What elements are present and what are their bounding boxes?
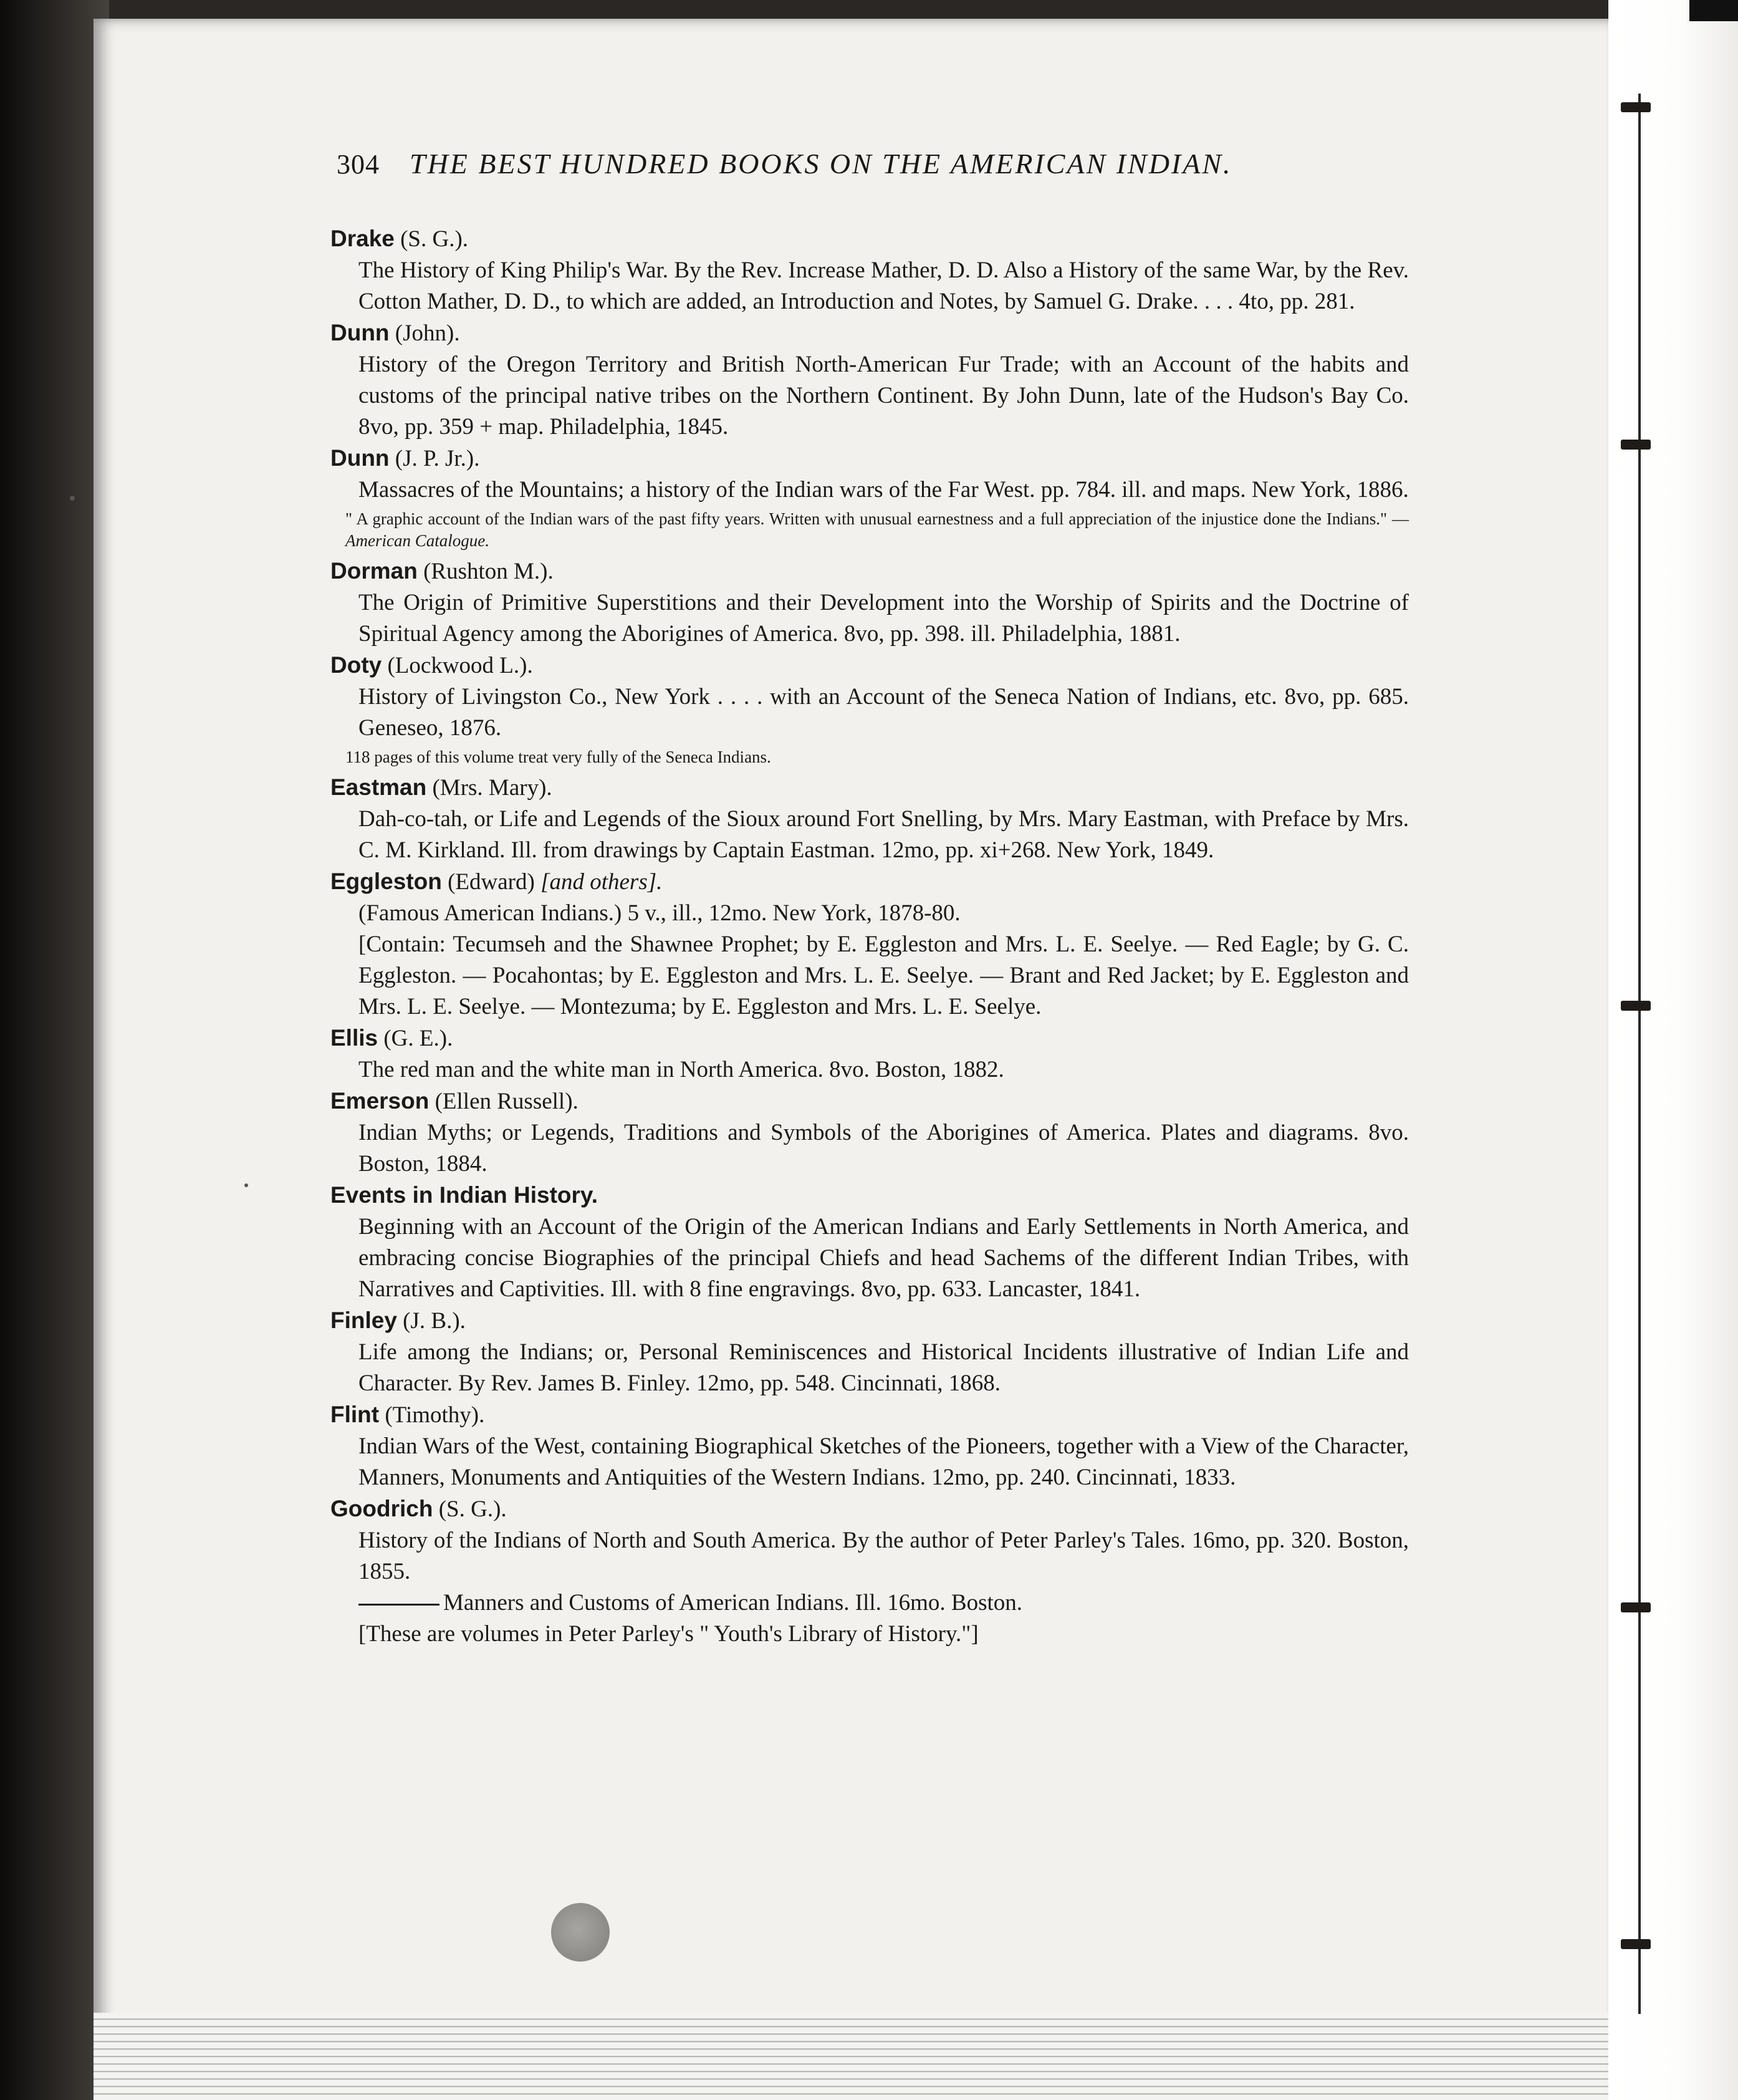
entry-series-note: [These are volumes in Peter Parley's " Youth's Library of History."] [358,1621,979,1647]
bibliography-entry [330,223,1409,317]
note-text: " A graphic account of the Indian wars of the past fifty years. Written with unusual earnestness and a full appreciation of the injustice done the Indians." — [345,509,1409,528]
entry-description: The Origin of Primitive Superstitions and their Development into the Worship of Spirits and the Doctrine of Spiritual Agency among the Aborigines of America. 8vo, pp. 398. ill. Philadelphia, 1881. [358,590,1409,647]
bibliography-entry [330,1086,1409,1180]
running-header [337,147,1509,187]
bibliography-entry [330,1023,1409,1086]
entry-note [330,508,1409,552]
entry-author: Ellis [330,1025,378,1051]
entry-qualifier: (Mrs. Mary). [432,775,552,801]
dust-speck [244,1183,248,1187]
entry-qualifier: (Edward) [448,869,535,895]
entry-author: Goodrich [330,1496,433,1521]
ditto-rule [358,1604,439,1606]
dust-speck [70,496,75,501]
entry-author: Flint [330,1402,380,1427]
entry-author: Eggleston [330,869,442,894]
entry-description: (Famous American Indians.) 5 v., ill., 12mo. New York, 1878-80. [358,900,961,926]
entry-author: Emerson [330,1088,430,1114]
bibliography-entry [330,650,1409,768]
bibliography-entry [330,556,1409,650]
entry-description: The red man and the white man in North America. 8vo. Boston, 1882. [358,1057,1004,1082]
entry-author: Dunn [330,445,390,471]
second-title-text: Manners and Customs of American Indians. Ill. 16mo. Boston. [443,1590,1023,1616]
left-binding-shadow [0,0,109,2100]
binding-thread-mark [1621,102,1651,112]
running-title: THE BEST HUNDRED BOOKS ON THE AMERICAN INDIAN. [410,148,1232,180]
entry-description: Massacres of the Mountains; a history of the Indian wars of the Far West. pp. 784. ill. and maps. New York, 1886. [358,477,1409,503]
entry-qualifier: (S. G.). [438,1496,507,1522]
bibliography-entry [330,1180,1409,1305]
bibliography-entry [330,317,1409,443]
entry-qualifier-italic: [and others]. [540,869,663,895]
entry-author: Dorman [330,558,418,584]
entry-author: Finley [330,1308,397,1333]
entry-qualifier: (J. P. Jr.). [395,446,480,471]
entry-second-title [330,1587,1409,1619]
entry-author: Eastman [330,774,427,800]
page-stack-edge [94,2013,1627,2100]
entry-description: History of the Indians of North and South America. By the author of Peter Parley's Tales. 16mo, pp. 320. Boston, 1855. [358,1528,1409,1584]
bibliography-list [330,223,1409,1650]
entry-qualifier: (Timothy). [385,1402,485,1428]
entry-qualifier: (Ellen Russell). [434,1089,579,1114]
page-number: 304 [337,149,380,180]
entry-description: The History of King Philip's War. By the Rev. Increase Mather, D. D. Also a History of the same War, by the Rev. Cotton Mather, D. D., to which are added, an Introduction and Notes, by Samuel G. Drake. . . . 4to, pp. 281. [358,258,1409,314]
entry-author: Doty [330,652,382,678]
note-source: American Catalogue. [345,531,489,550]
entry-description: History of Livingston Co., New York . . . . with an Account of the Seneca Nation of Indians, etc. 8vo, pp. 685. Geneseo, 1876. [358,684,1409,741]
entry-description: Indian Myths; or Legends, Traditions and Symbols of the Aborigines of America. Plates and diagrams. 8vo. Boston, 1884. [358,1120,1409,1177]
bibliography-entry [330,443,1409,552]
entry-description: Beginning with an Account of the Origin of the American Indians and Early Settlements in North America, and embracing concise Biographies of the principal Chiefs and head Sachems of the different Indian Tribes, with Narratives and Captivities. Ill. with 8 fine engravings. 8vo, pp. 633. Lancaster, 1841. [358,1214,1409,1302]
binding-thread-mark [1621,1001,1651,1011]
right-page-edge [1608,0,1738,2100]
entry-author: Dunn [330,320,390,345]
entry-description: Indian Wars of the West, containing Biographical Sketches of the Pioneers, together with a View of the Character, Manners, Monuments and Antiquities of the Western Indians. 12mo, pp. 240. Cincinnati, 1833. [358,1433,1409,1490]
bibliography-entry [330,1305,1409,1399]
corner-dark [1689,0,1738,21]
entry-qualifier: (G. E.). [383,1026,453,1051]
entry-qualifier: (John). [395,320,460,346]
binding-thread-mark [1621,1602,1651,1612]
entry-author: Drake [330,226,395,251]
binding-thread-mark [1621,1939,1651,1949]
gutter-line [1638,94,1641,2014]
binding-thread-mark [1621,440,1651,450]
entry-author: Events in Indian History. [330,1182,598,1208]
entry-contents: [Contain: Tecumseh and the Shawnee Prophet; by E. Eggleston and Mrs. L. E. Seelye. — Red Eagle; by G. C. Eggleston. — Pocahontas; by E. Eggleston and Mrs. L. E. Seelye. — Brant and Red Jacket; by E. Eggleston and Mrs. L. E. Seelye. — Montezuma; by E. Eggleston and Mrs. L. E. Seelye. [358,932,1409,1019]
entry-description: Dah-co-tah, or Life and Legends of the Sioux around Fort Snelling, by Mrs. Mary Eastman, with Preface by Mrs. C. M. Kirkland. Ill. from drawings by Captain Eastman. 12mo, pp. xi+268. New York, 1849. [358,806,1409,863]
entry-note: 118 pages of this volume treat very fully of the Seneca Indians. [345,748,771,766]
library-stamp [551,1903,610,1962]
entry-qualifier: (Rushton M.). [423,559,554,584]
entry-qualifier: (S. G.). [400,226,469,252]
bibliography-entry [330,1399,1409,1493]
entry-qualifier: (Lockwood L.). [387,653,533,678]
entry-description: Life among the Indians; or, Personal Reminiscences and Historical Incidents illustrative of Indian Life and Character. By Rev. James B. Finley. 12mo, pp. 548. Cincinnati, 1868. [358,1339,1409,1396]
entry-description: History of the Oregon Territory and British North-American Fur Trade; with an Account of the habits and customs of the principal native tribes on the Northern Continent. By John Dunn, late of the Hudson's Bay Co. 8vo, pp. 359 + map. Philadelphia, 1845. [358,352,1409,440]
entry-qualifier: (J. B.). [403,1308,466,1334]
bibliography-entry [330,866,1409,1023]
bibliography-entry [330,772,1409,866]
bibliography-entry [330,1493,1409,1650]
